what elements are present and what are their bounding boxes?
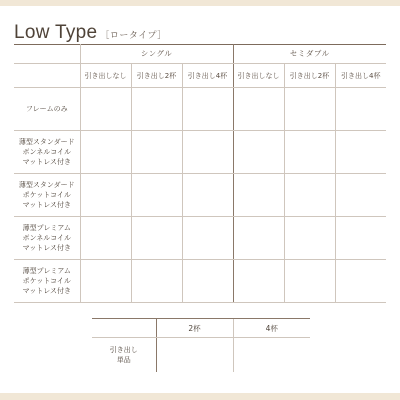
row-label-line: マットレス付き [22, 201, 71, 209]
table-cell [182, 174, 233, 217]
table-cell [80, 88, 131, 131]
table-cell [156, 338, 233, 373]
row-label-premium-bonnell [14, 217, 80, 260]
row-label-line: フレームのみ [25, 105, 68, 113]
title-subtitle: ［ロータイプ］ [100, 31, 167, 41]
row-label-drawer-only [92, 338, 156, 373]
row-label-line: 薄型プレミアム [22, 267, 71, 275]
header-2-drawers: 2杯 [156, 319, 233, 338]
row-label-line: ボンネルコイル [22, 234, 72, 242]
header-4-drawers: 4杯 [233, 319, 310, 338]
row-label-line: 単品 [116, 356, 131, 364]
table-cell [80, 217, 131, 260]
row-label-line: ポケットコイル [22, 191, 71, 199]
table-cell [284, 131, 335, 174]
table-row [14, 260, 386, 303]
row-label-line: 薄型プレミアム [22, 224, 71, 232]
table-cell [131, 88, 182, 131]
table-cell [284, 217, 335, 260]
header-drawer-2: 引き出し2杯 [131, 64, 182, 88]
header-single: シングル [80, 44, 233, 64]
row-label-line: 薄型スタンダード [18, 138, 75, 146]
table-cell [233, 131, 284, 174]
top-border-band [0, 0, 400, 6]
table-cell [182, 260, 233, 303]
row-label-line: ボンネルコイル [22, 148, 72, 156]
table-row [14, 88, 386, 131]
row-label-standard-bonnell [14, 131, 80, 174]
row-label-frame-only [14, 88, 80, 131]
table-cell [182, 88, 233, 131]
header-drawer-none: 引き出しなし [233, 64, 284, 88]
table-cell [131, 217, 182, 260]
table-cell [131, 260, 182, 303]
bottom-border-band [0, 393, 400, 400]
row-label-line: ポケットコイル [22, 277, 71, 285]
row-label-line: マットレス付き [22, 158, 71, 166]
page-title [14, 22, 167, 44]
title-main: Low Type [14, 22, 98, 43]
table-cell [131, 174, 182, 217]
table-cell [233, 217, 284, 260]
header-drawer-4: 引き出し4杯 [335, 64, 386, 88]
row-label-line: マットレス付き [22, 287, 71, 295]
table-cell [182, 131, 233, 174]
table-cell [335, 217, 386, 260]
table-cell [284, 260, 335, 303]
table-cell [335, 131, 386, 174]
table-cell [233, 174, 284, 217]
table-cell [233, 260, 284, 303]
table-cell [335, 174, 386, 217]
table-cell [233, 338, 310, 373]
header-drawer-none: 引き出しなし [80, 64, 131, 88]
row-label-line: 薄型スタンダード [18, 181, 75, 189]
row-label-premium-pocket [14, 260, 80, 303]
header-drawer-4: 引き出し4杯 [182, 64, 233, 88]
price-table [14, 44, 386, 303]
table-cell [131, 131, 182, 174]
row-label-standard-pocket [14, 174, 80, 217]
table-cell [284, 88, 335, 131]
table-cell [80, 174, 131, 217]
table-row [14, 174, 386, 217]
row-label-line: 引き出し [109, 346, 138, 354]
table-cell [80, 260, 131, 303]
table-row [14, 131, 386, 174]
drawer-only-table [92, 319, 310, 372]
drawer-table-corner [92, 319, 156, 338]
table-row [14, 217, 386, 260]
table-cell [335, 260, 386, 303]
header-semi-double: セミダブル [233, 44, 386, 64]
table-cell [182, 217, 233, 260]
table-cell [284, 174, 335, 217]
table-row [92, 338, 310, 373]
drawer-corner-cell [14, 64, 80, 88]
corner-cell [14, 44, 80, 64]
table-cell [233, 88, 284, 131]
table-cell [80, 131, 131, 174]
row-label-line: マットレス付き [22, 244, 71, 252]
header-drawer-2: 引き出し2杯 [284, 64, 335, 88]
table-cell [335, 88, 386, 131]
